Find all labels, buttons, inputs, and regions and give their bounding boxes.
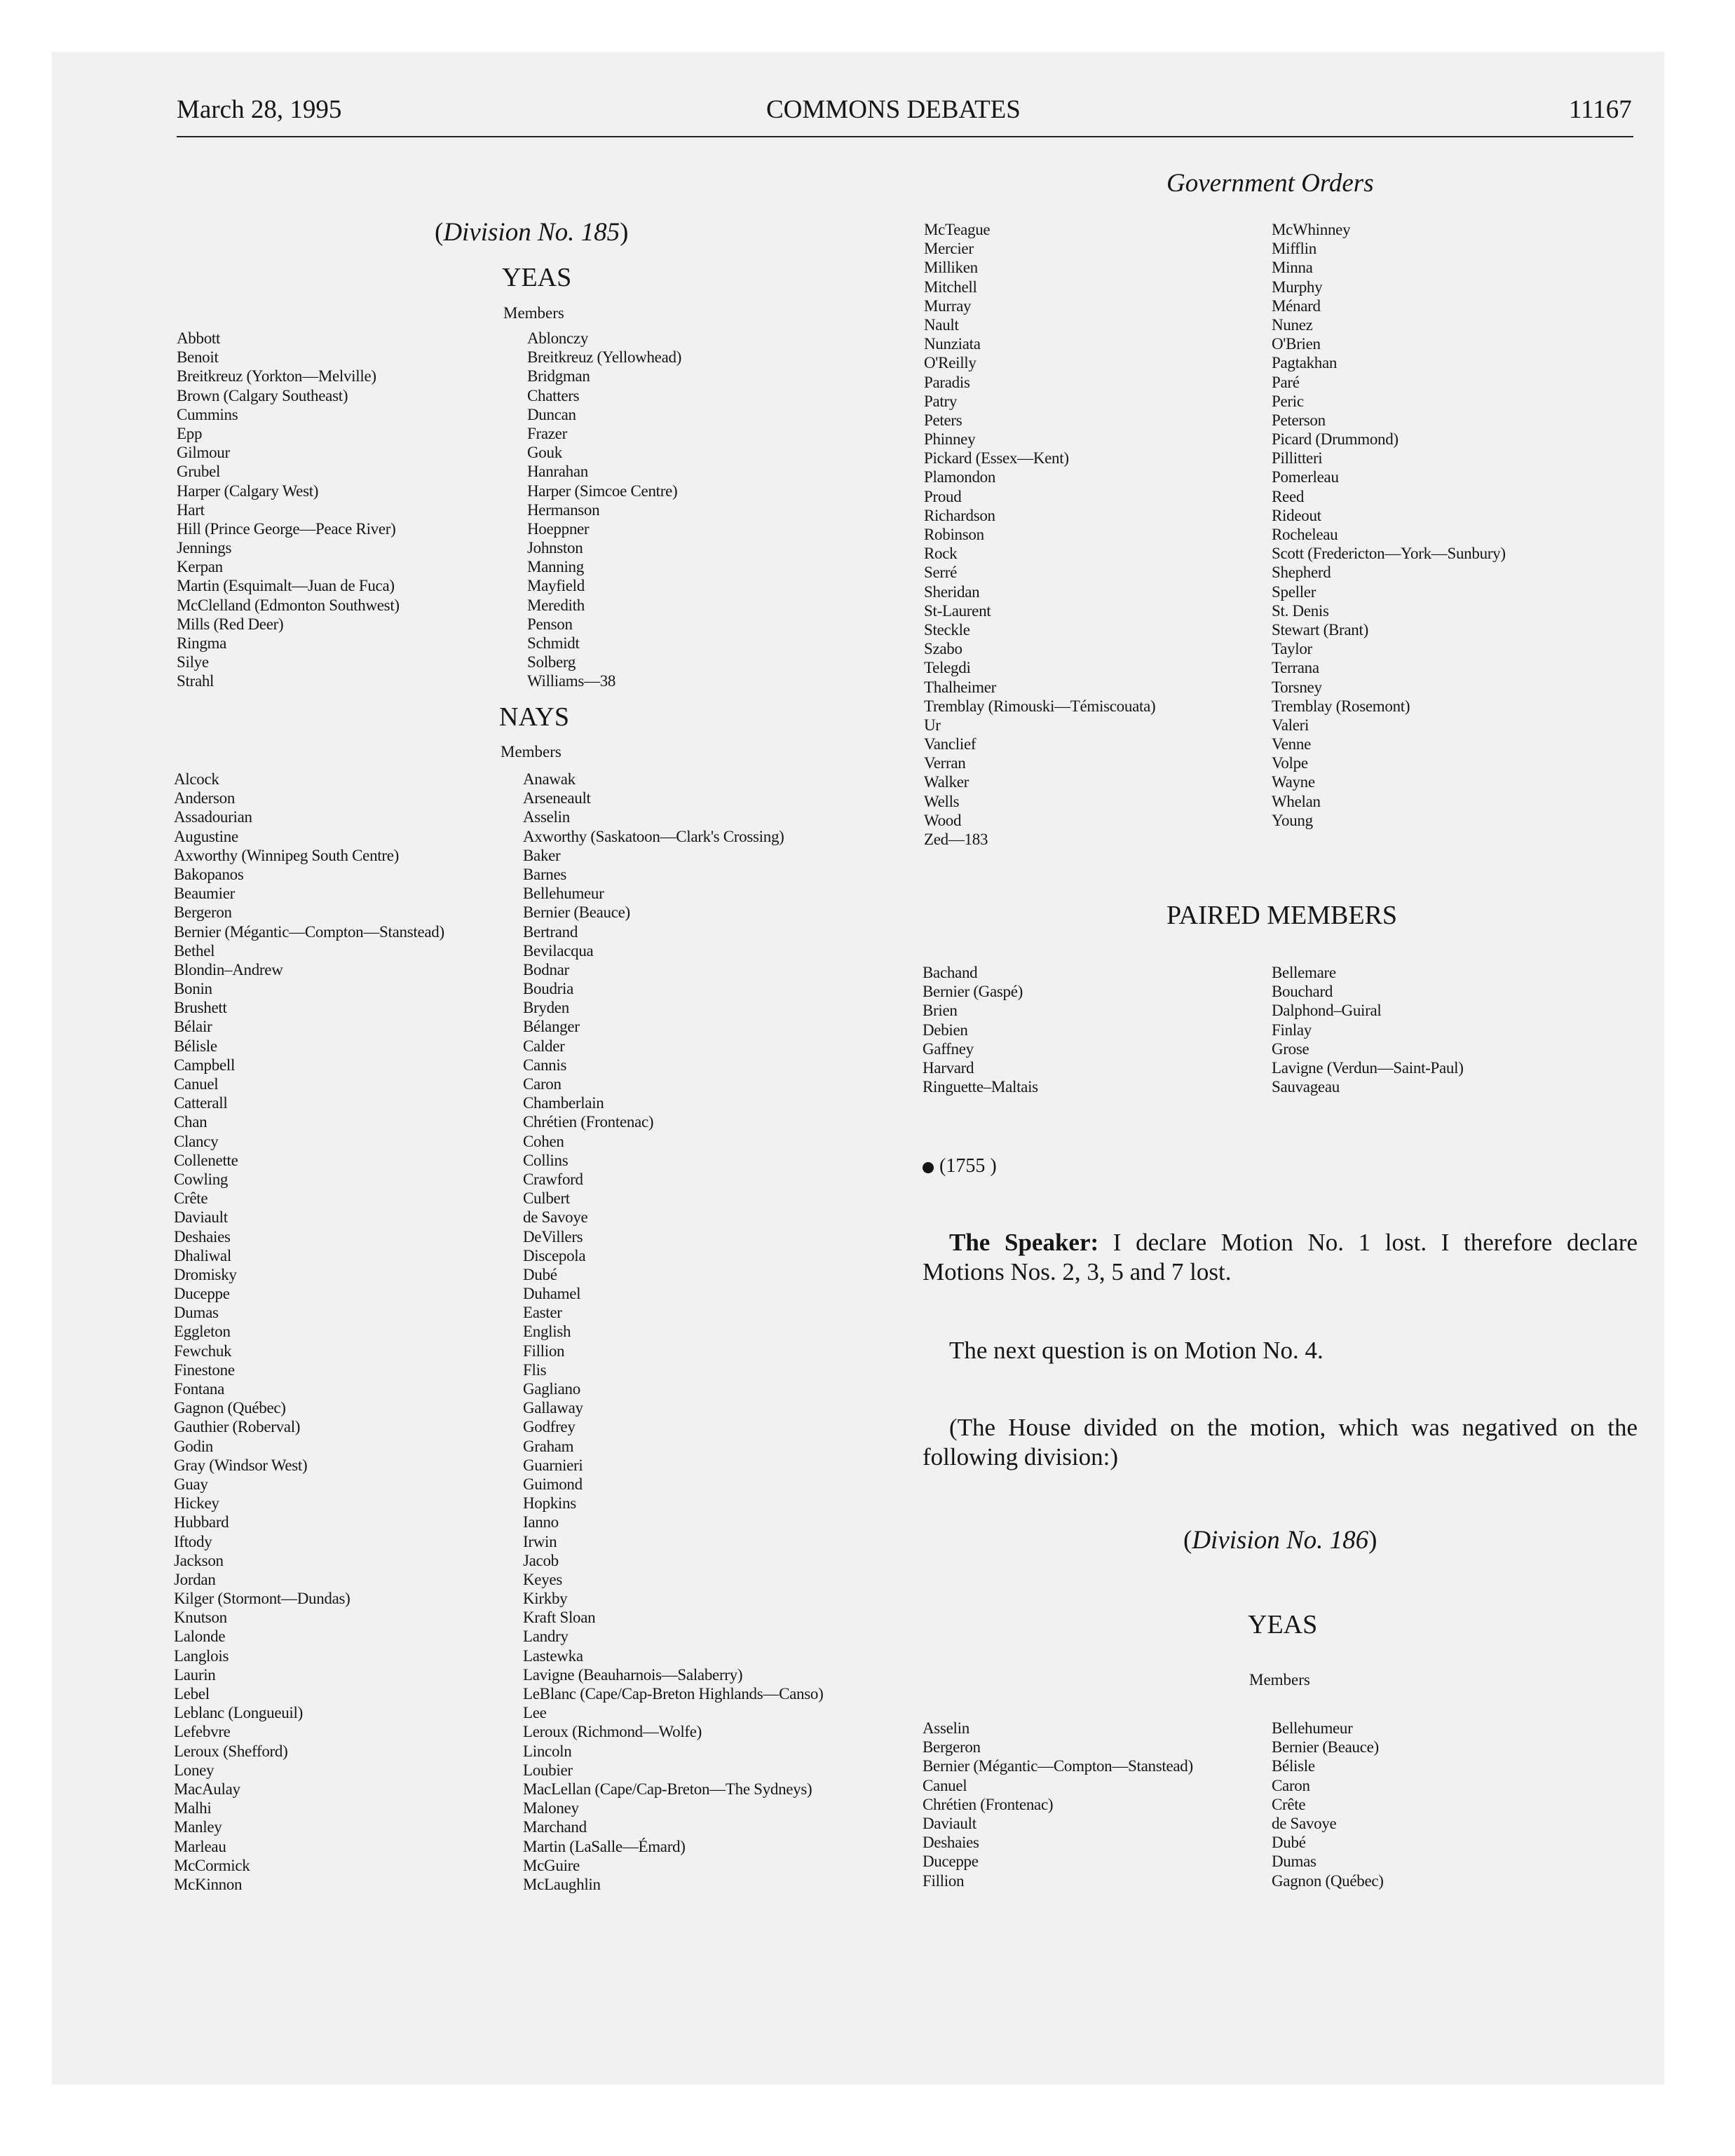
member-name: Culbert <box>523 1189 570 1208</box>
member-name: Vanclief <box>924 735 977 753</box>
paired-column-2 <box>1272 963 1464 1096</box>
member-name: Chatters <box>527 386 580 404</box>
member-name: Stewart (Brant) <box>1272 620 1368 639</box>
member-name: Murphy <box>1272 278 1323 296</box>
member-name: Bachand <box>923 964 978 981</box>
member-name: Grubel <box>177 463 221 481</box>
member-name: Wayne <box>1272 773 1315 791</box>
member-name: Peters <box>924 411 962 429</box>
member-name: Maloney <box>523 1799 579 1817</box>
page-date: March 28, 1995 <box>177 95 342 124</box>
member-name: Mills (Red Deer) <box>177 615 284 633</box>
member-name: Fontana <box>174 1380 224 1398</box>
member-name: Canuel <box>174 1075 219 1093</box>
member-name: Bodnar <box>523 960 569 978</box>
running-title: COMMONS DEBATES <box>766 95 1021 124</box>
nays-column-2 <box>523 770 823 1894</box>
member-name: Bélisle <box>1272 1757 1315 1775</box>
paired-column-1 <box>923 963 1038 1096</box>
member-name: Harper (Calgary West) <box>177 482 319 500</box>
member-name: Verran <box>924 754 966 772</box>
nays-column-4 <box>1272 220 1506 830</box>
member-name: Milliken <box>924 259 978 277</box>
member-name: Bergeron <box>923 1738 981 1756</box>
division-186-yeas-heading: YEAS <box>1248 1610 1318 1639</box>
member-name: Guimond <box>523 1475 583 1493</box>
member-name: Irwin <box>523 1532 557 1550</box>
member-name: Grose <box>1272 1039 1309 1058</box>
member-name: Pomerleau <box>1272 468 1339 486</box>
member-name: Barnes <box>523 865 567 883</box>
member-name: Pagtakhan <box>1272 354 1338 372</box>
member-name: de Savoye <box>1272 1814 1337 1832</box>
member-name: Fewchuk <box>174 1342 232 1360</box>
member-name: Venne <box>1272 735 1311 753</box>
member-name: Lavigne (Beauharnois—Salaberry) <box>523 1665 743 1684</box>
speaker-name: The Speaker: <box>949 1229 1099 1256</box>
member-name: Peric <box>1272 392 1304 410</box>
member-name: Valeri <box>1272 716 1309 734</box>
member-name: Williams—38 <box>527 672 616 690</box>
member-name: St. Denis <box>1272 601 1329 620</box>
nays-members-label: Members <box>501 743 562 760</box>
member-name: Knutson <box>174 1609 227 1627</box>
member-name: Dumas <box>174 1304 219 1322</box>
member-name: Manley <box>174 1818 222 1836</box>
member-name: Bernier (Beauce) <box>523 903 630 922</box>
member-name: Ianno <box>523 1513 559 1531</box>
member-name: Meredith <box>527 596 585 614</box>
member-name: Whelan <box>1272 792 1321 810</box>
member-name: Benoit <box>177 348 219 367</box>
member-name: Daviault <box>923 1814 977 1832</box>
member-name: Ménard <box>1272 296 1321 315</box>
member-name: Tremblay (Rosemont) <box>1272 697 1410 715</box>
member-name: Sauvageau <box>1272 1078 1340 1096</box>
member-name: Chamberlain <box>523 1094 604 1112</box>
member-name: Duncan <box>527 405 576 423</box>
member-name: Caron <box>1272 1776 1310 1794</box>
member-name: Asselin <box>523 808 570 826</box>
member-name: Landry <box>523 1628 569 1646</box>
member-name: Solberg <box>527 653 576 671</box>
member-name: Gagnon (Québec) <box>174 1399 286 1417</box>
member-name: Lastewka <box>523 1646 583 1665</box>
member-name: Bernier (Mégantic—Compton—Stanstead) <box>923 1757 1193 1775</box>
member-name: Collenette <box>174 1151 238 1169</box>
yeas-column-2 <box>527 329 681 691</box>
member-name: Paradis <box>924 373 970 391</box>
member-name: Torsney <box>1272 678 1322 696</box>
division-186-yeas-column-1 <box>923 1719 1193 1890</box>
member-name: Kirkby <box>523 1590 568 1608</box>
member-name: Volpe <box>1272 754 1308 772</box>
member-name: Gray (Windsor West) <box>174 1456 308 1474</box>
member-name: Finestone <box>174 1360 235 1379</box>
member-name: Hoeppner <box>527 519 590 538</box>
member-name: Laurin <box>174 1665 216 1684</box>
speaker-paragraph <box>923 1228 1638 1287</box>
member-name: Murray <box>924 296 972 315</box>
member-name: Ringma <box>177 634 227 652</box>
member-name: Johnston <box>527 539 583 557</box>
member-name: Szabo <box>924 640 962 658</box>
member-name: Silye <box>177 653 209 671</box>
member-name: McKinnon <box>174 1875 243 1893</box>
timestamp: (1755 ) <box>923 1155 997 1178</box>
member-name: Bethel <box>174 941 215 960</box>
member-name: Breitkreuz (Yellowhead) <box>527 348 682 367</box>
member-name: Bernier (Beauce) <box>1272 1738 1379 1756</box>
member-name: Young <box>1272 811 1313 829</box>
member-name: O'Reilly <box>924 354 977 372</box>
member-name: Steckle <box>924 620 970 639</box>
member-name: Mayfield <box>527 577 585 595</box>
member-name: Gaffney <box>923 1039 974 1058</box>
member-name: Debien <box>923 1021 968 1039</box>
member-name: Hill (Prince George—Peace River) <box>177 519 396 538</box>
member-name: Martin (LaSalle—Émard) <box>523 1837 686 1855</box>
member-name: Hopkins <box>523 1494 576 1513</box>
member-name: McClelland (Edmonton Southwest) <box>177 596 400 614</box>
member-name: Catterall <box>174 1094 228 1112</box>
member-name: Bélanger <box>523 1018 580 1036</box>
member-name: Dubé <box>1272 1834 1306 1852</box>
member-name: Malhi <box>174 1799 212 1817</box>
member-name: Picard (Drummond) <box>1272 430 1399 449</box>
member-name: McLaughlin <box>523 1875 601 1893</box>
member-name: Leroux (Shefford) <box>174 1742 288 1760</box>
member-name: Calder <box>523 1037 565 1055</box>
member-name: Bridgman <box>527 367 590 386</box>
member-name: Caron <box>523 1075 562 1093</box>
member-name: Guarnieri <box>523 1456 583 1474</box>
member-name: Peterson <box>1272 411 1326 429</box>
member-name: Speller <box>1272 582 1316 601</box>
member-name: Axworthy (Winnipeg South Centre) <box>174 846 400 864</box>
member-name: Mitchell <box>924 278 977 296</box>
member-name: Fillion <box>523 1342 565 1360</box>
member-name: Wood <box>924 811 962 829</box>
member-name: Graham <box>523 1437 574 1455</box>
member-name: Frazer <box>527 424 567 442</box>
member-name: Gilmour <box>177 444 230 462</box>
member-name: Beaumier <box>174 885 236 903</box>
member-name: Cowling <box>174 1170 229 1188</box>
member-name: Alcock <box>174 770 219 788</box>
member-name: Bellemare <box>1272 964 1336 981</box>
member-name: Gauthier (Roberval) <box>174 1418 301 1436</box>
member-name: Gagnon (Québec) <box>1272 1871 1384 1890</box>
member-name: Guay <box>174 1475 208 1493</box>
member-name: Cohen <box>523 1132 564 1150</box>
member-name: MacLellan (Cape/Cap-Breton—The Sydneys) <box>523 1780 812 1798</box>
member-name: Martin (Esquimalt—Juan de Fuca) <box>177 577 395 595</box>
member-name: Jacob <box>523 1551 559 1569</box>
header-rule <box>177 136 1633 137</box>
member-name: Assadourian <box>174 808 252 826</box>
member-name: Loney <box>174 1761 215 1779</box>
member-name: Bevilacqua <box>523 941 594 960</box>
member-name: Langlois <box>174 1646 229 1665</box>
member-name: Flis <box>523 1360 547 1379</box>
division-186-yeas-column-2 <box>1272 1719 1384 1890</box>
member-name: Plamondon <box>924 468 996 486</box>
member-name: Lavigne (Verdun—Saint-Paul) <box>1272 1058 1464 1077</box>
member-name: Gouk <box>527 444 562 462</box>
member-name: Zed—183 <box>924 831 988 848</box>
member-name: Dubé <box>523 1265 557 1283</box>
member-name: Duceppe <box>923 1853 979 1871</box>
member-name: Eggleton <box>174 1323 231 1341</box>
member-name: Crawford <box>523 1170 583 1188</box>
speaker-text: I declare Motion No. 1 lost. I therefore declare Motions Nos. 2, 3, 5 and 7 lost. <box>923 1229 1638 1285</box>
member-name: O'Brien <box>1272 335 1321 353</box>
member-name: McGuire <box>523 1856 580 1874</box>
member-name: Nunez <box>1272 315 1313 334</box>
member-name: Boudria <box>523 980 573 998</box>
member-name: Scott (Fredericton—York—Sunbury) <box>1272 545 1506 563</box>
member-name: Finlay <box>1272 1021 1312 1039</box>
member-name: Serré <box>924 564 958 582</box>
paired-members-heading: PAIRED MEMBERS <box>1166 901 1398 930</box>
member-name: Schmidt <box>527 634 580 652</box>
member-name: Leblanc (Longueuil) <box>174 1704 303 1722</box>
member-name: Dromisky <box>174 1265 237 1283</box>
member-name: Hubbard <box>174 1513 229 1531</box>
member-name: Mercier <box>924 240 974 258</box>
member-name: Penson <box>527 615 573 633</box>
member-name: Bouchard <box>1272 983 1333 1001</box>
member-name: Robinson <box>924 526 984 543</box>
member-name: Lalonde <box>174 1628 226 1646</box>
member-name: Marchand <box>523 1818 587 1836</box>
member-name: Kerpan <box>177 558 223 576</box>
house-divided-paragraph: (The House divided on the motion, which was negatived on the following division:) <box>923 1414 1638 1471</box>
member-name: Deshaies <box>174 1227 231 1246</box>
member-name: Anderson <box>174 789 236 807</box>
member-name: Baker <box>523 846 561 864</box>
member-name: Ur <box>924 716 941 734</box>
member-name: Gagliano <box>523 1380 580 1398</box>
member-name: Ablonczy <box>527 329 589 347</box>
member-name: Jackson <box>174 1551 224 1569</box>
member-name: Paré <box>1272 373 1300 391</box>
member-name: Bonin <box>174 980 212 998</box>
member-name: Bertrand <box>523 922 578 941</box>
member-name: Bellehumeur <box>523 885 604 903</box>
member-name: Fillion <box>923 1871 965 1890</box>
member-name: Pickard (Essex—Kent) <box>924 449 1069 468</box>
member-name: Brushett <box>174 999 227 1017</box>
member-name: Richardson <box>924 506 995 524</box>
member-name: Harper (Simcoe Centre) <box>527 482 678 500</box>
member-name: Godin <box>174 1437 214 1455</box>
yeas-column-1 <box>177 329 400 691</box>
member-name: Bergeron <box>174 903 232 922</box>
member-name: Jennings <box>177 539 232 557</box>
page-number: 11167 <box>1569 95 1632 124</box>
member-name: Chrétien (Frontenac) <box>923 1795 1054 1813</box>
member-name: Chan <box>174 1113 207 1131</box>
member-name: MacAulay <box>174 1780 240 1798</box>
member-name: Discepola <box>523 1246 586 1264</box>
member-name: Campbell <box>174 1056 236 1074</box>
member-name: Jordan <box>174 1570 216 1588</box>
bullet-icon <box>923 1162 934 1173</box>
yeas-heading: YEAS <box>502 263 572 292</box>
member-name: Asselin <box>923 1719 969 1737</box>
section-title: Government Orders <box>1166 169 1374 198</box>
member-name: Epp <box>177 424 203 442</box>
member-name: Augustine <box>174 827 238 845</box>
member-name: Ringuette–Maltais <box>923 1078 1038 1096</box>
member-name: Abbott <box>177 329 221 347</box>
member-name: Daviault <box>174 1208 228 1227</box>
next-question-paragraph: The next question is on Motion No. 4. <box>949 1337 1324 1364</box>
member-name: Brown (Calgary Southeast) <box>177 386 348 404</box>
member-name: Easter <box>523 1304 562 1322</box>
member-name: Lee <box>523 1704 547 1722</box>
member-name: Blondin–Andrew <box>174 960 283 978</box>
member-name: Mifflin <box>1272 240 1316 258</box>
member-name: DeVillers <box>523 1227 583 1246</box>
member-name: McCormick <box>174 1856 250 1874</box>
member-name: de Savoye <box>523 1208 588 1227</box>
member-name: Phinney <box>924 430 976 449</box>
member-name: Dumas <box>1272 1853 1316 1871</box>
member-name: Thalheimer <box>924 678 997 696</box>
member-name: Bernier (Mégantic—Compton—Stanstead) <box>174 922 444 941</box>
member-name: Crête <box>174 1189 208 1208</box>
member-name: Brien <box>923 1002 958 1020</box>
member-name: Iftody <box>174 1532 212 1550</box>
member-name: Rideout <box>1272 506 1321 524</box>
member-name: Nunziata <box>924 335 981 353</box>
member-name: Hickey <box>174 1494 219 1513</box>
member-name: Gallaway <box>523 1399 583 1417</box>
member-name: Wells <box>924 792 960 810</box>
member-name: Chrétien (Frontenac) <box>523 1113 654 1131</box>
member-name: Shepherd <box>1272 564 1331 582</box>
member-name: Hanrahan <box>527 463 588 481</box>
member-name: McTeague <box>924 221 991 238</box>
member-name: Walker <box>924 773 969 791</box>
member-name: Sheridan <box>924 582 980 601</box>
member-name: Marleau <box>174 1837 226 1855</box>
member-name: Rocheleau <box>1272 526 1338 543</box>
member-name: Leroux (Richmond—Wolfe) <box>523 1723 702 1741</box>
member-name: Loubier <box>523 1761 573 1779</box>
member-name: Duceppe <box>174 1285 230 1303</box>
member-name: Bellehumeur <box>1272 1719 1353 1737</box>
division-186-title: (Division No. 186) <box>1183 1526 1377 1555</box>
member-name: Dhaliwal <box>174 1246 231 1264</box>
member-name: Harvard <box>923 1058 974 1077</box>
member-name: Bélair <box>174 1018 212 1036</box>
member-name: Godfrey <box>523 1418 576 1436</box>
member-name: Taylor <box>1272 640 1312 658</box>
member-name: Patry <box>924 392 958 410</box>
member-name: Axworthy (Saskatoon—Clark's Crossing) <box>523 827 784 845</box>
member-name: Cannis <box>523 1056 567 1074</box>
nays-column-3 <box>924 220 1155 849</box>
member-name: Kraft Sloan <box>523 1609 596 1627</box>
member-name: Hart <box>177 500 205 519</box>
division-185-title: (Division No. 185) <box>435 218 629 247</box>
member-name: Proud <box>924 487 962 505</box>
member-name: Kilger (Stormont—Dundas) <box>174 1590 351 1608</box>
member-name: Canuel <box>923 1776 967 1794</box>
member-name: Breitkreuz (Yorkton—Melville) <box>177 367 376 386</box>
member-name: Pillitteri <box>1272 449 1323 468</box>
member-name: LeBlanc (Cape/Cap-Breton Highlands—Canso) <box>523 1685 824 1703</box>
division-186-members-label: Members <box>1249 1671 1310 1688</box>
member-name: Lincoln <box>523 1742 572 1760</box>
member-name: Bernier (Gaspé) <box>923 983 1023 1001</box>
member-name: Keyes <box>523 1570 562 1588</box>
member-name: Hermanson <box>527 500 600 519</box>
yeas-members-label: Members <box>503 304 564 322</box>
member-name: Cummins <box>177 405 238 423</box>
member-name: Lebel <box>174 1685 210 1703</box>
nays-heading: NAYS <box>499 702 569 732</box>
member-name: Deshaies <box>923 1834 979 1852</box>
member-name: Bakopanos <box>174 865 244 883</box>
member-name: Rock <box>924 545 958 563</box>
member-name: Terrana <box>1272 659 1319 677</box>
member-name: Minna <box>1272 259 1313 277</box>
member-name: English <box>523 1323 571 1341</box>
member-name: Bryden <box>523 999 569 1017</box>
member-name: Manning <box>527 558 584 576</box>
member-name: Duhamel <box>523 1285 581 1303</box>
member-name: Collins <box>523 1151 569 1169</box>
member-name: Tremblay (Rimouski—Témiscouata) <box>924 697 1156 715</box>
member-name: Dalphond–Guiral <box>1272 1002 1382 1020</box>
member-name: Crête <box>1272 1795 1306 1813</box>
member-name: Reed <box>1272 487 1305 505</box>
member-name: Lefebvre <box>174 1723 231 1741</box>
member-name: Bélisle <box>174 1037 217 1055</box>
member-name: Anawak <box>523 770 576 788</box>
member-name: Clancy <box>174 1132 219 1150</box>
member-name: Nault <box>924 315 959 334</box>
member-name: Strahl <box>177 672 215 690</box>
member-name: Telegdi <box>924 659 971 677</box>
nays-column-1 <box>174 770 444 1894</box>
member-name: Arseneault <box>523 789 591 807</box>
member-name: St-Laurent <box>924 601 991 620</box>
member-name: McWhinney <box>1272 221 1351 238</box>
